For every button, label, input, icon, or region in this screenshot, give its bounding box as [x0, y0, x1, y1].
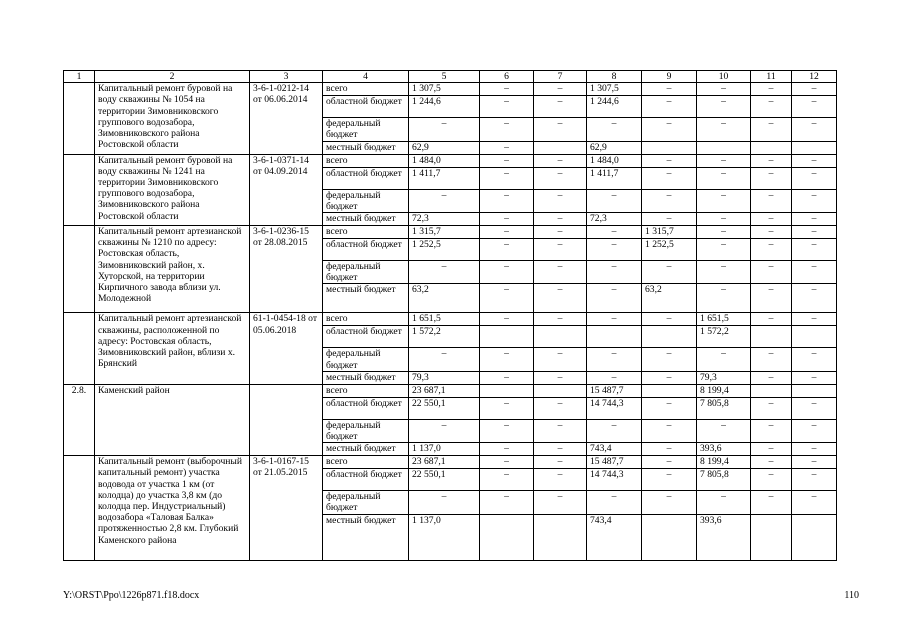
value-cell: – [792, 371, 837, 384]
table-row [64, 226, 837, 239]
value-cell: – [642, 261, 697, 284]
value-cell: – [534, 96, 587, 118]
value-cell: – [480, 261, 534, 284]
value-cell: – [587, 189, 642, 212]
value-cell: 743,4 [587, 443, 642, 456]
object-name: Капитальный ремонт буровой на воду скважины № 1241 на территории Зимовниковского группового водозабора, Зимовниковского района Ростовской области [95, 154, 250, 225]
value-cell: – [642, 83, 697, 96]
value-cell [792, 384, 837, 397]
funding-source: местный бюджет [323, 371, 409, 384]
value-cell: – [534, 226, 587, 239]
value-cell: – [697, 154, 751, 167]
value-cell: – [697, 348, 751, 371]
value-cell: – [792, 443, 837, 456]
value-cell [587, 326, 642, 348]
value-cell: 1 137,0 [409, 443, 480, 456]
value-cell: – [480, 83, 534, 96]
value-cell: – [534, 83, 587, 96]
funding-source: местный бюджет [323, 514, 409, 560]
header-cell: 4 [323, 71, 409, 83]
value-cell [792, 141, 837, 154]
section-number [64, 313, 95, 384]
value-cell: 15 487,7 [587, 456, 642, 469]
value-cell: 79,3 [409, 371, 480, 384]
object-name: Капитальный ремонт артезианской скважины, расположенной по адресу: Ростовская область, Зимовниковский район, вблизи х. Брянский [95, 313, 250, 384]
value-cell: 1 137,0 [409, 514, 480, 560]
funding-source: областной бюджет [323, 167, 409, 189]
value-cell: 72,3 [409, 213, 480, 226]
value-cell: – [587, 239, 642, 261]
conclusion-code: 3-6-1-0167-15 от 21.05.2015 [250, 456, 323, 560]
value-cell: – [751, 371, 792, 384]
funding-source: федеральный бюджет [323, 118, 409, 141]
value-cell: – [642, 443, 697, 456]
header-row [64, 71, 837, 83]
header-cell: 1 [64, 71, 95, 83]
table-row [64, 83, 837, 96]
value-cell: 1 411,7 [587, 167, 642, 189]
value-cell: – [409, 261, 480, 284]
value-cell: 22 550,1 [409, 469, 480, 491]
funding-source: всего [323, 154, 409, 167]
value-cell: – [642, 189, 697, 212]
value-cell: 7 805,8 [697, 469, 751, 491]
value-cell: – [697, 213, 751, 226]
value-cell: 1 572,2 [697, 326, 751, 348]
value-cell [534, 141, 587, 154]
value-cell: – [792, 261, 837, 284]
value-cell: – [697, 284, 751, 313]
table-row [64, 313, 837, 326]
header-cell: 7 [534, 71, 587, 83]
funding-source: областной бюджет [323, 96, 409, 118]
value-cell: – [751, 419, 792, 442]
value-cell: 393,6 [697, 443, 751, 456]
table-row [64, 154, 837, 167]
value-cell: – [534, 348, 587, 371]
value-cell: – [480, 154, 534, 167]
value-cell: – [751, 261, 792, 284]
value-cell: – [751, 118, 792, 141]
value-cell: – [792, 239, 837, 261]
value-cell: 8 199,4 [697, 456, 751, 469]
value-cell: – [480, 491, 534, 514]
value-cell: – [480, 443, 534, 456]
value-cell: 1 307,5 [587, 83, 642, 96]
value-cell: 23 687,1 [409, 456, 480, 469]
value-cell: 14 744,3 [587, 397, 642, 419]
value-cell: 1 244,6 [409, 96, 480, 118]
funding-source: всего [323, 313, 409, 326]
section-number [64, 154, 95, 225]
value-cell: – [697, 167, 751, 189]
section-number [64, 226, 95, 313]
conclusion-code [250, 384, 323, 455]
value-cell: – [751, 469, 792, 491]
value-cell: 1 411,7 [409, 167, 480, 189]
value-cell: – [534, 371, 587, 384]
funding-source: областной бюджет [323, 397, 409, 419]
value-cell: – [642, 371, 697, 384]
value-cell: – [587, 419, 642, 442]
value-cell: – [480, 397, 534, 419]
value-cell: – [587, 491, 642, 514]
object-name: Каменский район [95, 384, 250, 455]
value-cell: – [409, 348, 480, 371]
value-cell: – [642, 419, 697, 442]
value-cell: 22 550,1 [409, 397, 480, 419]
value-cell: – [751, 239, 792, 261]
value-cell: – [792, 491, 837, 514]
value-cell: – [480, 213, 534, 226]
value-cell: – [792, 83, 837, 96]
funding-source: федеральный бюджет [323, 491, 409, 514]
value-cell: 1 315,7 [409, 226, 480, 239]
header-cell: 11 [751, 71, 792, 83]
value-cell: – [792, 154, 837, 167]
conclusion-code: 61-1-0454-18 от 05.06.2018 [250, 313, 323, 384]
conclusion-code: 3-6-1-0212-14 от 06.06.2014 [250, 83, 323, 154]
header-cell: 10 [697, 71, 751, 83]
value-cell: – [751, 213, 792, 226]
value-cell: – [751, 397, 792, 419]
value-cell: – [792, 96, 837, 118]
footer-file-path: Y:\ORST\Ppo\1226p871.f18.docx [63, 590, 200, 601]
section-number [64, 83, 95, 154]
value-cell [480, 384, 534, 397]
table-row [64, 456, 837, 469]
value-cell: – [642, 313, 697, 326]
value-cell: – [480, 284, 534, 313]
value-cell: – [697, 118, 751, 141]
value-cell: 1 651,5 [409, 313, 480, 326]
value-cell: – [480, 371, 534, 384]
object-name: Капитальный ремонт (выборочный капитальный ремонт) участка водовода от участка 1 км (от колодца) до участка 3,8 км (до колодца пер. Индустриальный) водозабора «Таловая Балка» протяженностью 2,8 км. Глубокий Каменского района [95, 456, 250, 560]
value-cell: – [534, 491, 587, 514]
value-cell: – [534, 469, 587, 491]
funding-source: местный бюджет [323, 284, 409, 313]
value-cell: – [534, 118, 587, 141]
value-cell: – [697, 96, 751, 118]
value-cell: – [534, 154, 587, 167]
value-cell [534, 326, 587, 348]
value-cell: – [534, 443, 587, 456]
value-cell: – [409, 491, 480, 514]
value-cell: – [642, 491, 697, 514]
value-cell: – [534, 456, 587, 469]
value-cell: – [642, 154, 697, 167]
funding-source: областной бюджет [323, 469, 409, 491]
value-cell: – [792, 213, 837, 226]
value-cell: – [751, 443, 792, 456]
value-cell: – [751, 313, 792, 326]
value-cell: 62,9 [409, 141, 480, 154]
value-cell: 72,3 [587, 213, 642, 226]
header-cell: 12 [792, 71, 837, 83]
value-cell: – [587, 348, 642, 371]
value-cell: 1 484,0 [409, 154, 480, 167]
value-cell: – [751, 456, 792, 469]
section-number [64, 456, 95, 560]
value-cell: – [642, 213, 697, 226]
value-cell: – [409, 189, 480, 212]
funding-source: всего [323, 456, 409, 469]
value-cell [751, 384, 792, 397]
value-cell: – [642, 456, 697, 469]
value-cell: – [697, 83, 751, 96]
funding-source: всего [323, 384, 409, 397]
value-cell: – [534, 397, 587, 419]
value-cell [642, 384, 697, 397]
value-cell [751, 514, 792, 560]
budget-table [63, 70, 837, 561]
funding-source: местный бюджет [323, 443, 409, 456]
value-cell: – [480, 118, 534, 141]
value-cell [792, 514, 837, 560]
value-cell: 79,3 [697, 371, 751, 384]
value-cell: – [534, 313, 587, 326]
value-cell: – [751, 83, 792, 96]
value-cell: – [751, 96, 792, 118]
funding-source: местный бюджет [323, 141, 409, 154]
value-cell: – [751, 189, 792, 212]
value-cell: – [480, 141, 534, 154]
value-cell: – [751, 154, 792, 167]
value-cell: 1 484,0 [587, 154, 642, 167]
funding-source: федеральный бюджет [323, 348, 409, 371]
funding-source: всего [323, 83, 409, 96]
funding-source: областной бюджет [323, 239, 409, 261]
value-cell: – [480, 419, 534, 442]
value-cell: – [792, 284, 837, 313]
value-cell: – [534, 213, 587, 226]
value-cell: – [751, 348, 792, 371]
value-cell: 1 307,5 [409, 83, 480, 96]
value-cell: – [642, 96, 697, 118]
value-cell: 63,2 [409, 284, 480, 313]
value-cell: – [480, 469, 534, 491]
value-cell: – [751, 284, 792, 313]
value-cell: – [792, 348, 837, 371]
value-cell: – [792, 189, 837, 212]
value-cell: – [480, 313, 534, 326]
value-cell: – [751, 226, 792, 239]
value-cell: – [587, 226, 642, 239]
value-cell: – [480, 167, 534, 189]
header-cell: 9 [642, 71, 697, 83]
value-cell: 7 805,8 [697, 397, 751, 419]
value-cell [642, 141, 697, 154]
value-cell: – [480, 189, 534, 212]
value-cell: – [534, 167, 587, 189]
header-cell: 5 [409, 71, 480, 83]
header-cell: 8 [587, 71, 642, 83]
value-cell: – [587, 313, 642, 326]
value-cell: – [697, 419, 751, 442]
value-cell: – [587, 261, 642, 284]
value-cell: – [792, 469, 837, 491]
value-cell: 15 487,7 [587, 384, 642, 397]
value-cell: – [792, 118, 837, 141]
value-cell: 743,4 [587, 514, 642, 560]
value-cell: – [409, 118, 480, 141]
funding-source: федеральный бюджет [323, 189, 409, 212]
value-cell: 1 252,5 [642, 239, 697, 261]
value-cell [792, 326, 837, 348]
value-cell: 14 744,3 [587, 469, 642, 491]
value-cell: 393,6 [697, 514, 751, 560]
value-cell: – [642, 118, 697, 141]
value-cell: – [534, 239, 587, 261]
value-cell [534, 514, 587, 560]
header-cell: 3 [250, 71, 323, 83]
funding-source: всего [323, 226, 409, 239]
value-cell: – [697, 491, 751, 514]
value-cell [642, 326, 697, 348]
value-cell: 1 651,5 [697, 313, 751, 326]
value-cell: – [642, 397, 697, 419]
value-cell: – [792, 419, 837, 442]
value-cell: – [534, 284, 587, 313]
conclusion-code: 3-6-1-0236-15 от 28.08.2015 [250, 226, 323, 313]
value-cell: 63,2 [642, 284, 697, 313]
value-cell: – [697, 261, 751, 284]
value-cell: – [697, 189, 751, 212]
value-cell: – [534, 261, 587, 284]
funding-source: федеральный бюджет [323, 419, 409, 442]
header-cell: 6 [480, 71, 534, 83]
header-cell: 2 [95, 71, 250, 83]
value-cell [751, 141, 792, 154]
value-cell: – [480, 226, 534, 239]
value-cell: 1 315,7 [642, 226, 697, 239]
funding-source: федеральный бюджет [323, 261, 409, 284]
value-cell: – [587, 118, 642, 141]
funding-source: областной бюджет [323, 326, 409, 348]
value-cell [480, 326, 534, 348]
value-cell: – [642, 167, 697, 189]
object-name: Капитальный ремонт буровой на воду скважины № 1054 на территории Зимовниковского группового водозабора, Зимовниковского района Ростовской области [95, 83, 250, 154]
value-cell [480, 514, 534, 560]
value-cell: 23 687,1 [409, 384, 480, 397]
value-cell: – [792, 167, 837, 189]
value-cell: – [751, 167, 792, 189]
value-cell: – [409, 419, 480, 442]
object-name: Капитальный ремонт артезианской скважины № 1210 по адресу: Ростовская область, Зимовниковский район, х. Хуторской, на территории Кирпичного завода вблизи ул. Молодежной [95, 226, 250, 313]
value-cell [751, 326, 792, 348]
value-cell: – [587, 371, 642, 384]
value-cell: – [792, 313, 837, 326]
value-cell: 1 252,5 [409, 239, 480, 261]
value-cell: – [697, 226, 751, 239]
value-cell: 1 572,2 [409, 326, 480, 348]
value-cell: – [480, 96, 534, 118]
footer-page-number: 110 [844, 590, 859, 601]
value-cell: 62,9 [587, 141, 642, 154]
value-cell [534, 384, 587, 397]
value-cell: – [792, 226, 837, 239]
value-cell: 1 244,6 [587, 96, 642, 118]
conclusion-code: 3-6-1-0371-14 от 04.09.2014 [250, 154, 323, 225]
value-cell: – [480, 348, 534, 371]
value-cell: – [751, 491, 792, 514]
value-cell: 8 199,4 [697, 384, 751, 397]
value-cell: – [792, 456, 837, 469]
value-cell: – [642, 469, 697, 491]
value-cell: – [534, 419, 587, 442]
value-cell: – [642, 348, 697, 371]
value-cell: – [587, 284, 642, 313]
value-cell: – [480, 239, 534, 261]
value-cell: – [534, 189, 587, 212]
value-cell: – [480, 456, 534, 469]
value-cell [642, 514, 697, 560]
value-cell [697, 141, 751, 154]
funding-source: местный бюджет [323, 213, 409, 226]
value-cell: – [792, 397, 837, 419]
value-cell: – [697, 239, 751, 261]
table-row [64, 384, 837, 397]
section-number: 2.8. [64, 384, 95, 455]
